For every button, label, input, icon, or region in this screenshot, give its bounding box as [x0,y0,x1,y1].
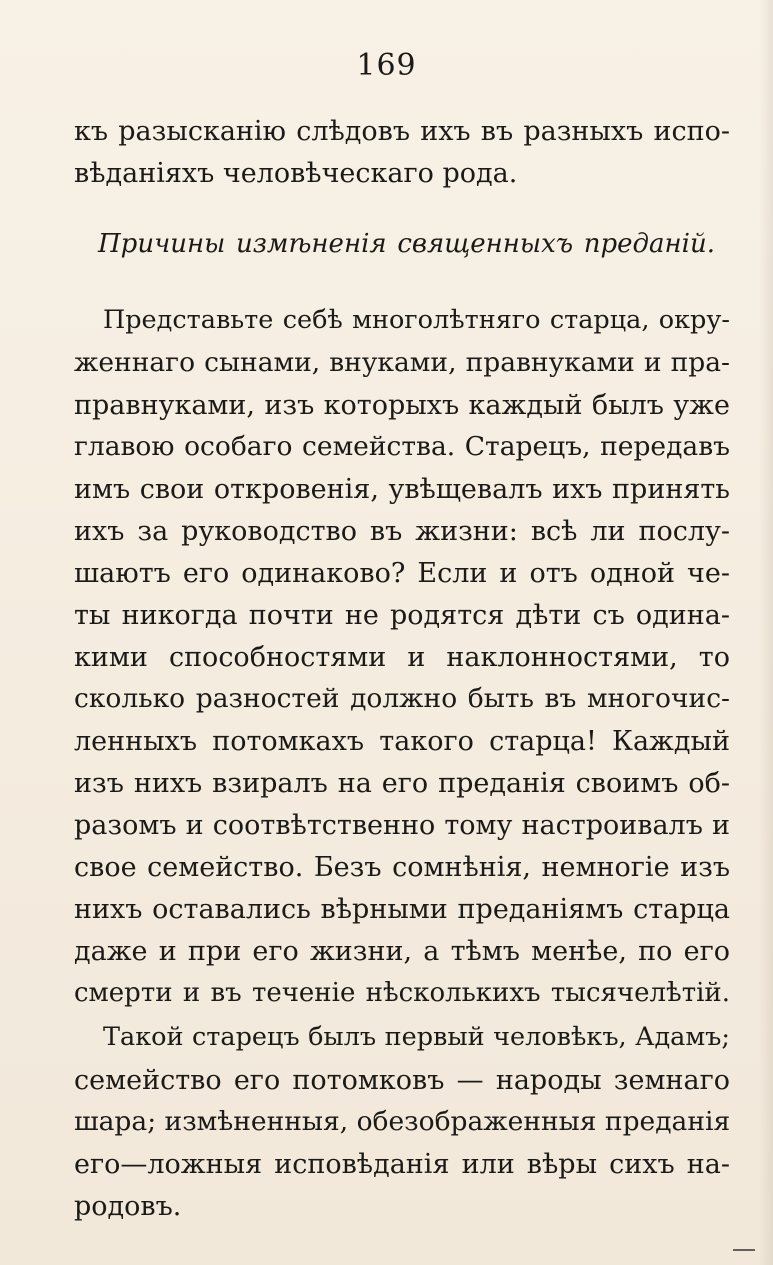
page-edge-mark [733,1249,755,1251]
paragraph-line: свое семейство. Безъ сомнѣнія, немногіе изъ [74,852,730,883]
paragraph-line: смерти и въ теченіе нѣсколькихъ тысячелѣтій. [74,978,730,1008]
paragraph-line: женнаго сынами, внуками, правнуками и пра- [74,347,730,378]
paragraph-line: ленныхъ потомкахъ такого старца! Каждый [74,726,730,757]
paragraph-line: нихъ оставались вѣрными преданіямъ старца [74,894,730,925]
paragraph-line: кими способностями и наклонностями, то [74,642,730,673]
paragraph-line: ихъ за руководство въ жизни: всѣ ли послу- [74,516,730,547]
paragraph-line: Представьте себѣ многолѣтняго старца, окру- [103,305,730,335]
intro-line: вѣданіяхъ человѣческаго рода. [74,158,518,189]
paragraph-line: Такой старецъ былъ первый человѣкъ, Адамъ; [103,1022,730,1052]
intro-line: къ разысканію слѣдовъ ихъ въ разныхъ испо- [74,116,730,147]
paragraph-line: правнуками, изъ которыхъ каждый былъ уже [74,390,730,421]
section-heading: Причины измѣненія священныхъ преданій. [98,229,715,259]
paragraph-line: даже и при его жизни, а тѣмъ менѣе, по его [74,936,730,967]
paragraph-line: его—ложныя исповѣданія или вѣры сихъ на- [74,1149,730,1180]
paragraph-line: семейство его потомковъ — народы земнаго [74,1065,730,1096]
paragraph-line: сколько разностей должно быть въ многочис- [74,683,730,714]
paragraph-line: разомъ и соотвѣтственно тому настроивалъ и [74,810,730,841]
paragraph-line: шара; измѣненныя, обезображенныя преданія [74,1106,731,1137]
paragraph-line: изъ нихъ взиралъ на его преданія своимъ об- [74,768,730,799]
page-number: 169 [356,48,417,83]
paragraph-line: шаютъ его одинаково? Если и отъ одной че- [74,558,730,589]
paragraph-line: имъ свои откровенія, увѣщевалъ ихъ принять [74,474,730,505]
paragraph-line: родовъ. [74,1191,182,1222]
paragraph-line: ты никогда почти не родятся дѣти съ одина- [74,600,730,631]
paragraph-line: главою особаго семейства. Старецъ, передавъ [74,431,730,462]
